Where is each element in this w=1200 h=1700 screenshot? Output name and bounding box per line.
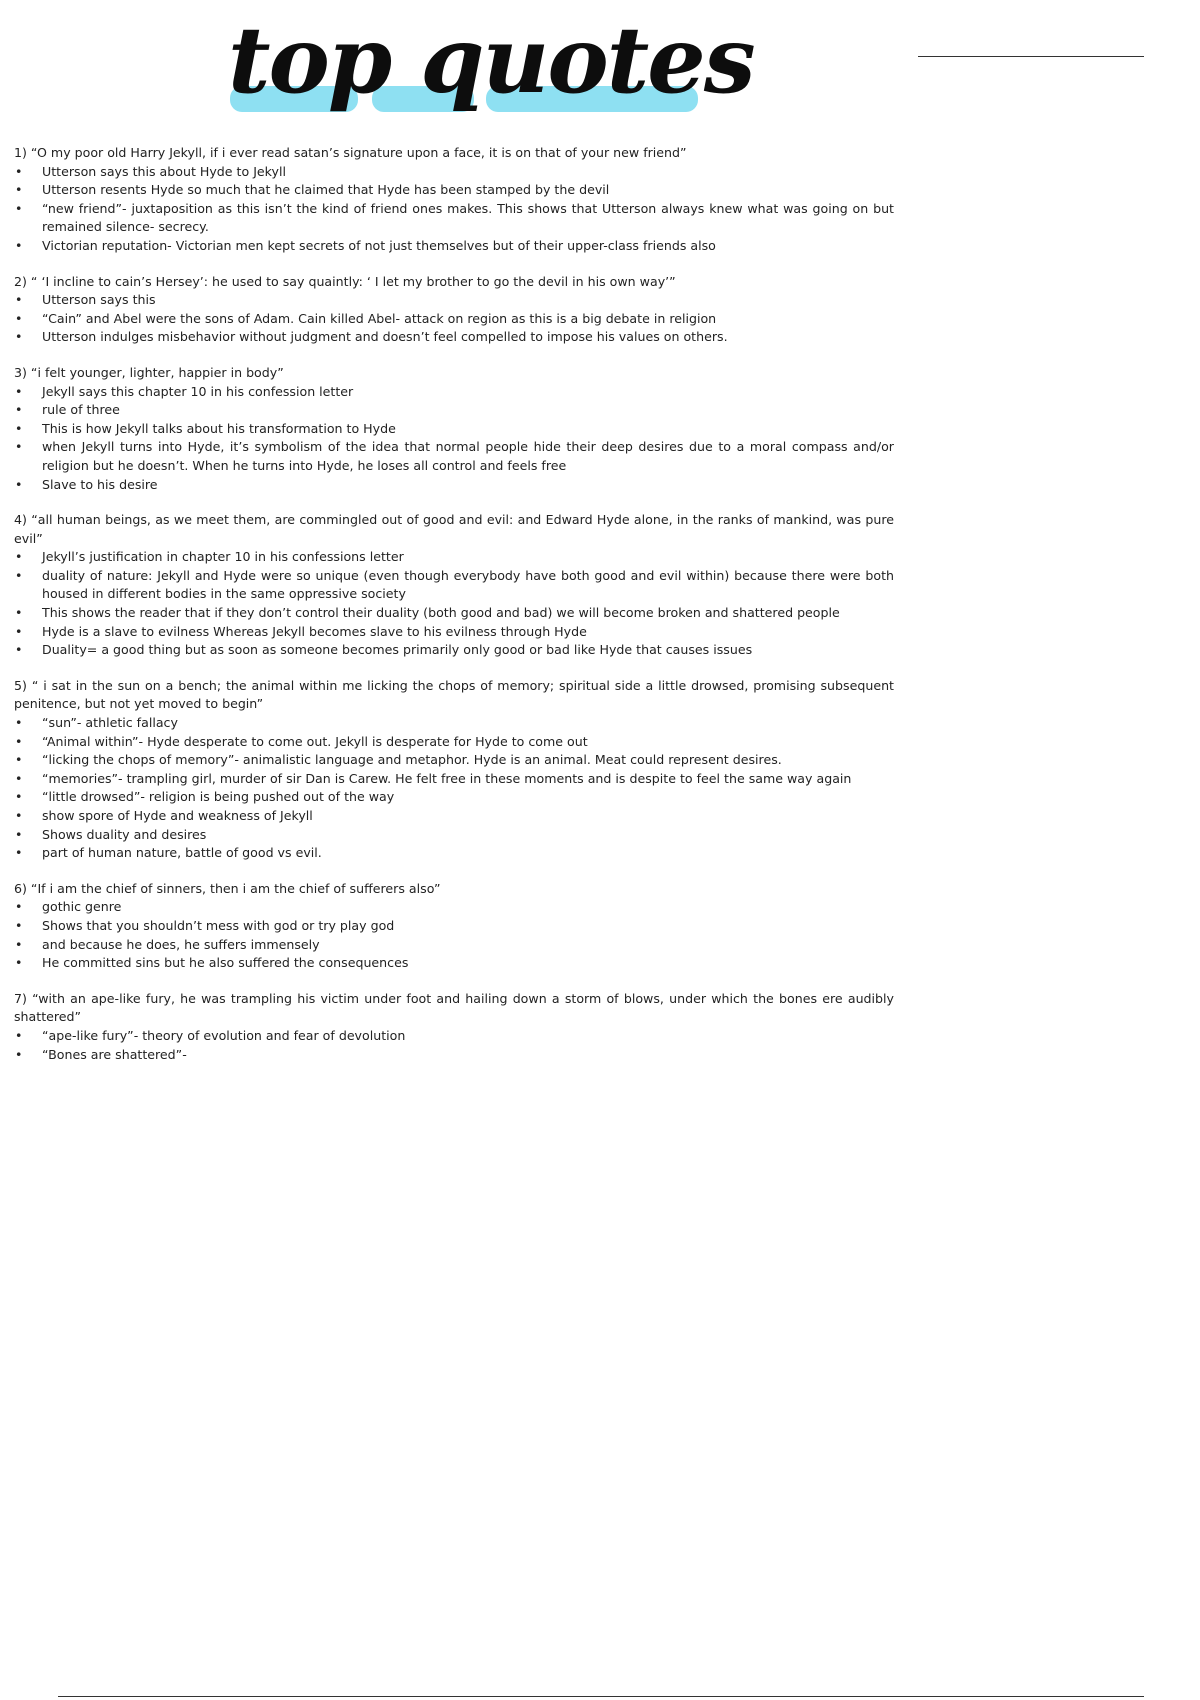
analysis-point bbox=[14, 438, 894, 475]
analysis-point bbox=[14, 733, 894, 752]
analysis-point-text: Duality= a good thing but as soon as someone becomes primarily only good or bad like Hyde that causes issues bbox=[42, 642, 753, 658]
bullet-icon: • bbox=[15, 567, 23, 583]
quote-text: 2) “ ‘I incline to cain’s Hersey’: he used to say quaintly: ‘ I let my brother to go the devil in his own way’” bbox=[14, 273, 676, 289]
analysis-point-text: when Jekyll turns into Hyde, it’s symbolism of the idea that normal people hide their deep desires due to a moral compass and/or religion but he doesn’t. When he turns into Hyde, he loses all control and feels free bbox=[42, 439, 894, 473]
analysis-point-text: Hyde is a slave to evilness Whereas Jekyll becomes slave to his evilness through Hyde bbox=[42, 623, 587, 639]
bullet-icon: • bbox=[15, 292, 23, 308]
quote-text: 1) “O my poor old Harry Jekyll, if i ever read satan’s signature upon a face, it is on that of your new friend” bbox=[14, 145, 687, 160]
quote-section bbox=[14, 364, 894, 494]
analysis-point-text: Jekyll says this chapter 10 in his confession letter bbox=[42, 383, 354, 399]
quote-section bbox=[14, 273, 894, 347]
bullet-icon: • bbox=[15, 237, 23, 253]
bullet-icon: • bbox=[15, 715, 23, 731]
footer-rule bbox=[58, 1696, 1144, 1697]
bullet-icon: • bbox=[15, 200, 23, 216]
analysis-point bbox=[14, 548, 894, 567]
bullet-icon: • bbox=[15, 605, 23, 621]
analysis-point-text: show spore of Hyde and weakness of Jekyll bbox=[42, 808, 313, 823]
quote-section bbox=[14, 144, 894, 256]
analysis-point bbox=[14, 163, 894, 182]
bullet-icon: • bbox=[15, 623, 23, 639]
analysis-point-text: Jekyll’s justification in chapter 10 in his confessions letter bbox=[42, 549, 404, 565]
bullet-icon: • bbox=[15, 329, 23, 345]
analysis-list bbox=[14, 548, 894, 660]
analysis-point-text: “new friend”- juxtaposition as this isn’t the kind of friend ones makes. This shows that Utterson always knew what was going on but remained silence- secrecy. bbox=[42, 200, 894, 235]
quote-section bbox=[14, 511, 894, 660]
bullet-icon: • bbox=[15, 310, 23, 326]
analysis-list bbox=[14, 383, 894, 495]
analysis-list bbox=[14, 1027, 894, 1064]
analysis-point-text: part of human nature, battle of good vs evil. bbox=[42, 845, 322, 861]
analysis-point-text: “Bones are shattered”- bbox=[42, 1046, 187, 1062]
bullet-icon: • bbox=[15, 733, 23, 749]
bullet-icon: • bbox=[15, 936, 23, 952]
bullet-icon: • bbox=[15, 642, 23, 658]
analysis-point-text: Shows that you shouldn’t mess with god or try play god bbox=[42, 917, 395, 933]
analysis-point-text: Victorian reputation- Victorian men kept secrets of not just themselves but of their upper-class friends also bbox=[42, 237, 716, 253]
quotes-list bbox=[14, 144, 894, 1081]
quote-section bbox=[14, 880, 894, 973]
analysis-list bbox=[14, 898, 894, 972]
quote-text: 6) “If i am the chief of sinners, then i am the chief of sufferers also” bbox=[14, 880, 441, 896]
analysis-point bbox=[14, 807, 894, 826]
bullet-icon: • bbox=[15, 917, 23, 933]
quote-text: 7) “with an ape-like fury, he was trampling his victim under foot and hailing down a storm of blows, under which the bones ere audibly shattered” bbox=[14, 990, 894, 1025]
quote-text: 5) “ i sat in the sun on a bench; the animal within me licking the chops of memory; spiritual side a little drowsed, promising subsequent penitence, but not yet moved to begin” bbox=[14, 677, 894, 712]
analysis-point-text: Utterson indulges misbehavior without judgment and doesn’t feel compelled to impose his values on others. bbox=[42, 329, 728, 345]
analysis-point-text: Shows duality and desires bbox=[42, 826, 207, 842]
analysis-point bbox=[14, 383, 894, 402]
bullet-icon: • bbox=[15, 789, 23, 805]
bullet-icon: • bbox=[15, 955, 23, 971]
analysis-point bbox=[14, 604, 894, 623]
analysis-point-text: “sun”- athletic fallacy bbox=[42, 715, 178, 731]
analysis-point-text: Utterson says this about Hyde to Jekyll bbox=[42, 163, 286, 179]
analysis-point bbox=[14, 291, 894, 310]
analysis-point-text: He committed sins but he also suffered the consequences bbox=[42, 955, 409, 971]
analysis-point bbox=[14, 714, 894, 733]
bullet-icon: • bbox=[15, 163, 23, 179]
bullet-icon: • bbox=[15, 549, 23, 565]
analysis-point bbox=[14, 770, 894, 789]
analysis-point-text: This shows the reader that if they don’t control their duality (both good and bad) we will become broken and shattered people bbox=[42, 605, 840, 621]
analysis-point bbox=[14, 844, 894, 863]
analysis-list bbox=[14, 163, 894, 256]
quote-section bbox=[14, 677, 894, 863]
analysis-point-text: Slave to his desire bbox=[42, 476, 158, 492]
analysis-point-text: and because he does, he suffers immensely bbox=[42, 936, 320, 952]
quote-text: 4) “all human beings, as we meet them, are commingled out of good and evil: and Edward Hyde alone, in the ranks of mankind, was pure evil” bbox=[14, 512, 894, 546]
bullet-icon: • bbox=[15, 1027, 23, 1043]
bullet-icon: • bbox=[15, 420, 23, 436]
quote-text: 3) “i felt younger, lighter, happier in body” bbox=[14, 364, 284, 380]
analysis-point bbox=[14, 200, 894, 237]
page-title: top quotes bbox=[228, 6, 754, 114]
bullet-icon: • bbox=[15, 752, 23, 768]
bullet-icon: • bbox=[15, 808, 23, 823]
analysis-point bbox=[14, 310, 894, 329]
analysis-point-text: “little drowsed”- religion is being pushed out of the way bbox=[42, 789, 395, 805]
analysis-point bbox=[14, 954, 894, 973]
analysis-point bbox=[14, 751, 894, 770]
bullet-icon: • bbox=[15, 476, 23, 492]
analysis-point-text: This is how Jekyll talks about his transformation to Hyde bbox=[42, 420, 396, 436]
analysis-point-text: “memories”- trampling girl, murder of sir Dan is Carew. He felt free in these moments and is despite to feel the same way again bbox=[42, 770, 852, 786]
bullet-icon: • bbox=[15, 770, 23, 786]
analysis-point bbox=[14, 476, 894, 495]
analysis-list bbox=[14, 714, 894, 863]
bullet-icon: • bbox=[15, 1046, 23, 1062]
bullet-icon: • bbox=[15, 402, 23, 418]
bullet-icon: • bbox=[15, 845, 23, 861]
analysis-point bbox=[14, 936, 894, 955]
analysis-point bbox=[14, 898, 894, 917]
analysis-point-text: Utterson says this bbox=[42, 292, 156, 308]
quote-section bbox=[14, 990, 894, 1064]
analysis-point-text: duality of nature: Jekyll and Hyde were so unique (even though everybody have both good and evil within) because there were both housed in different bodies in the same oppressive society bbox=[42, 567, 894, 602]
analysis-point bbox=[14, 328, 894, 347]
analysis-point bbox=[14, 181, 894, 200]
analysis-point-text: gothic genre bbox=[42, 899, 122, 915]
analysis-point bbox=[14, 1027, 894, 1046]
analysis-point-text: “licking the chops of memory”- animalistic language and metaphor. Hyde is an animal. Meat could represent desires. bbox=[42, 752, 782, 768]
analysis-list bbox=[14, 291, 894, 347]
analysis-point bbox=[14, 420, 894, 439]
analysis-point-text: “Cain” and Abel were the sons of Adam. Cain killed Abel- attack on region as this is a big debate in religion bbox=[42, 310, 717, 326]
analysis-point bbox=[14, 401, 894, 420]
analysis-point bbox=[14, 788, 894, 807]
analysis-point bbox=[14, 1046, 894, 1065]
analysis-point-text: Utterson resents Hyde so much that he claimed that Hyde has been stamped by the devil bbox=[42, 182, 610, 198]
analysis-point bbox=[14, 641, 894, 660]
bullet-icon: • bbox=[15, 826, 23, 842]
bullet-icon: • bbox=[15, 182, 23, 198]
analysis-point bbox=[14, 567, 894, 604]
analysis-point bbox=[14, 917, 894, 936]
page-header bbox=[228, 0, 754, 120]
analysis-point bbox=[14, 623, 894, 642]
bullet-icon: • bbox=[15, 383, 23, 399]
header-rule bbox=[918, 56, 1144, 57]
analysis-point-text: “Animal within”- Hyde desperate to come out. Jekyll is desperate for Hyde to come out bbox=[42, 733, 588, 749]
analysis-point-text: rule of three bbox=[42, 402, 120, 418]
analysis-point-text: “ape-like fury”- theory of evolution and fear of devolution bbox=[42, 1027, 406, 1043]
bullet-icon: • bbox=[15, 899, 23, 915]
analysis-point bbox=[14, 237, 894, 256]
bullet-icon: • bbox=[15, 439, 23, 455]
analysis-point bbox=[14, 826, 894, 845]
